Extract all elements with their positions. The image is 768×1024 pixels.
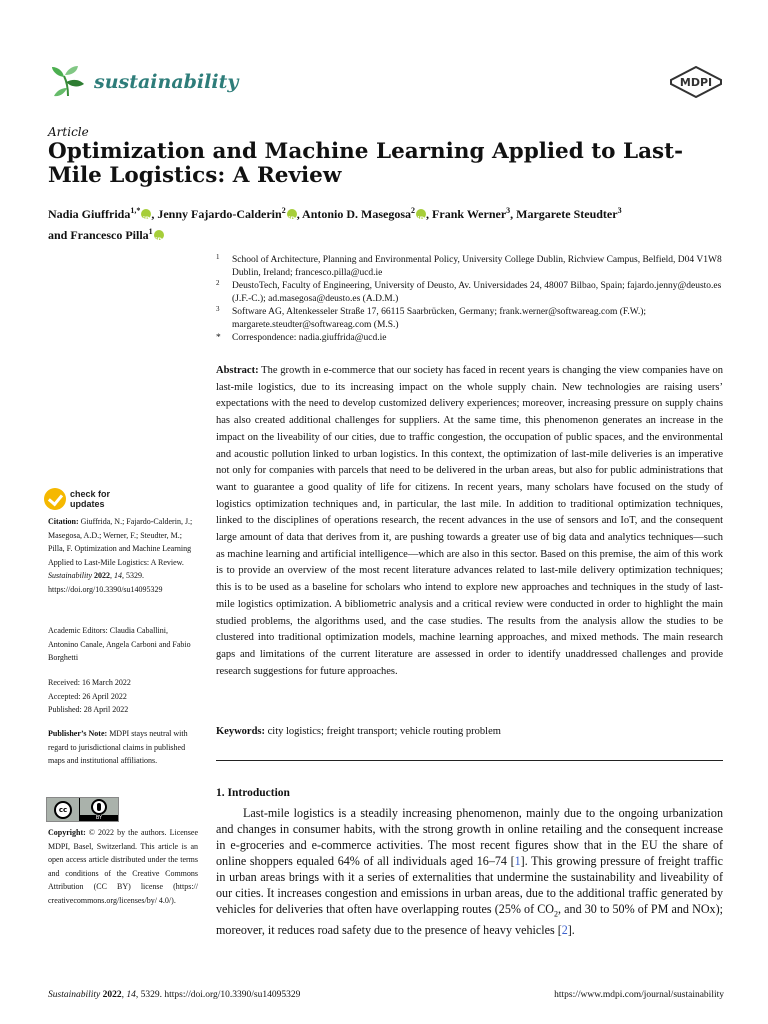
section-heading: 1. Introduction [216,787,290,799]
author-3: Antonio D. Masegosa$^2$iD , [302,207,432,221]
abstract-text: The growth in e-commerce that our society has faced in recent years is changing the view companies have on last-mile logistics, due to its increasing impact on the whole supply chain. New technologies are raising users’ expectations with the need to develop customized delivery experiences; moreover, increasing pressure on supply chains has also created additional challenges for suppliers. At the same time, this phenomenon generates an increase in the impact on the liveability of our cities, due to traffic congestion, the occupation of public spaces, and the environmental and acoustic pollution linked to urban logistics. In this context, the optimization of last-mile deliveries is an imperative not only for companies with parcels that need to be delivered in the urban areas, but also for public administrations that want to guarantee a good quality of life for citizens. In recent years, many scholars have focused on the study of logistics optimization techniques and, in particular, the last mile. In addition to traditional optimization techniques, linked to the disciplines of operations research, the recent advances in the use of sensors and IoT, and the consequent large amount of data that derives from it, are pushing towards a greater use of big data and analytics techniques—such as machine learning and artificial intelligence—which are also in this sector. Based on this premise, the aim of this work is to provide an overview of the most recent literature advances related to last-mile delivery optimization techniques; this is to be used as a baseline for scholars who intend to explore new approaches and techniques in the study of last-mile logistics optimization. A bibliometric analysis and a critical review were conducted in order to highlight the main studied problems, the algorithms used, and the case studies. The results from the analysis allow the studies to be clustered into traditional optimization models, machine learning approaches, and mixed methods. The main research gaps and limitations of the current literature are assessed in order to identify unaddressed challenges and provide research suggestions for future approaches. [216,365,724,677]
reference-link[interactable]: 2 [561,923,568,938]
copyright-block: Copyright: © 2022 by the authors. Licensee MDPI, Basel, Switzerland. This article is an open access article distributed under the terms and conditions of the Creative Commons Attribution (CC BY) license (https:// creativecommons.org/licenses/by/ 4.0/). [48,828,199,905]
article-title: Optimization and Machine Learning Applied to Last-Mile Logistics: A Review [48,139,684,188]
orcid-icon[interactable] [141,209,151,219]
published-date: Published: 28 April 2022 [48,705,129,715]
orcid-icon[interactable] [416,209,426,219]
affiliation-3: 3 Software AG, Altenkesseler Straße 17, 66115 Saarbrücken, Germany; frank.werner@softwareag.com (F.W.); margarete.steudter@softwareag.com (M.S.) [216,305,647,330]
cc-icon: cc [54,801,72,819]
orcid-icon[interactable] [287,209,297,219]
divider [216,760,723,761]
journal-name: sustainability [94,71,239,93]
academic-editors: Academic Editors: Claudia Caballini, Antonino Canale, Angela Carboni and Fabio Borghetti [48,626,191,663]
accepted-date: Accepted: 26 April 2022 [48,691,127,701]
affiliation-1: 1 School of Architecture, Planning and Environmental Policy, University College Dublin, Richview Campus, Belfield, D04 V1W8 Dublin, Ireland; francesco.pilla@ucd.ie [216,253,722,278]
abstract-label: Abstract: [216,365,259,376]
leaf-icon [48,62,88,102]
check-for-updates-button[interactable] [44,488,126,510]
journal-url-link[interactable]: https://www.mdpi.com/journal/sustainability [554,990,724,1000]
keywords-label: Keywords: [216,726,265,737]
orcid-icon[interactable] [154,230,164,240]
reference-link[interactable]: 1 [514,854,521,868]
abstract [216,363,723,680]
cc-by-label: BY [80,815,118,821]
correspondence: * Correspondence: nadia.giuffrida@ucd.ie [216,333,387,343]
author-6: and Francesco Pilla$^1$iD [48,228,164,242]
article-type: Article [48,125,89,139]
affiliation-2: 2 DeustoTech, Faculty of Engineering, University of Deusto, Av. Universidades 24, 48007 Bilbao, Spain; fajardo.jenny@deusto.es (J.F.-C.); ad.masegosa@deusto.es (A.D.M.) [216,279,722,304]
publisher-note: Publisher’s Note: MDPI stays neutral with regard to jurisdictional claims in published maps and institutional affiliations. [48,729,188,766]
check-updates-label: check for updates [70,489,111,509]
journal-logo[interactable] [48,62,238,102]
attribution-icon [91,799,107,815]
page-footer [48,990,724,1000]
cc-by-license-badge[interactable] [46,797,119,822]
keywords-text: city logistics; freight transport; vehicle routing problem [267,726,501,737]
author-list [48,202,728,244]
affiliations [216,254,726,345]
checkmark-icon [44,488,66,510]
author-5: Margarete Steudter$^3$ [516,206,622,221]
mdpi-logo-text: MDPI [679,76,713,89]
publication-dates [48,676,198,717]
author-1: Nadia Giuffrida$^{1,*}$iD , [48,207,157,221]
received-date: Received: 16 March 2022 [48,678,131,687]
intro-paragraph: Last-mile logistics is a steadily increasing phenomenon, mainly due to the ongoing urbanization and changes in consumer habits, with the strong growth in online retailing and the consequent increase in e-groceries and e-commerce activities. The most recent figures show that in the EU the share of online shoppers equaled 64% of all individuals aged 16–74 [1]. This growing pressure of freight traffic in urban areas brings with it a series of externalities that undermine the sustainability and liveability of our cities. It increases congestion and emissions in urban areas, due to the additional traffic generated by vehicles for deliveries that often have overlapping routes (25% of $CO_2$, and 30 to 50% of PM and NOx); moreover, it reduces road safety due to the presence of heavy vehicles [2]. [216,806,723,938]
citation-block: Citation: Giuffrida, N.; Fajardo-Calderin, J.; Masegosa, A.D.; Werner, F.; Steudter, M.; Pilla, F. Optimization and Machine Learning Applied to Last-Mile Logistics: A Review. Sustainability 2022, 14, 5329. https://doi.org/10.3390/su14095329 [48,517,193,594]
footer-citation: Sustainability 2022, 14, 5329. https://doi.org/10.3390/su14095329 [48,990,301,1000]
keywords [216,726,723,737]
mdpi-logo[interactable] [669,66,723,98]
author-2: Jenny Fajardo-Calderin$^2$iD , [157,207,302,221]
author-4: Frank Werner$^3$, [432,206,517,221]
